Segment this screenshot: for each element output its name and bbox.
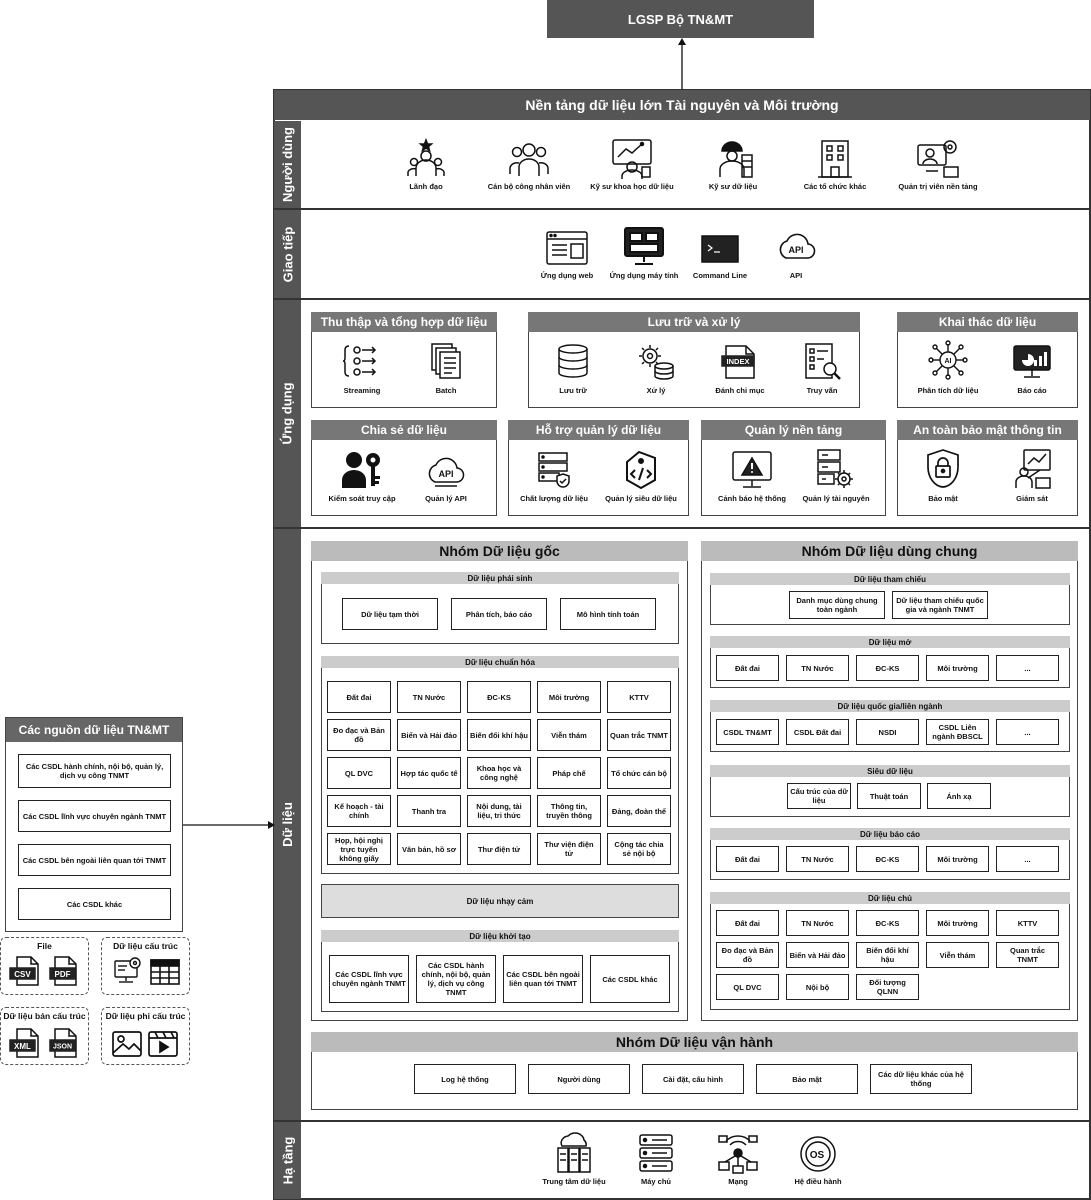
app-item-label: Batch	[435, 386, 457, 395]
layer-app: Ứng dụng	[274, 300, 301, 527]
app-item-label: Phân tích dữ liệu	[917, 386, 979, 395]
module-collect-title: Thu thập và tổng hợp dữ liệu	[311, 312, 497, 332]
app-item-label: Giám sát	[1016, 494, 1048, 503]
report-title: Dữ liệu báo cáo	[710, 828, 1070, 840]
standardized-item: Viễn thám	[537, 719, 601, 751]
standardized-title: Dữ liệu chuẩn hóa	[321, 656, 679, 668]
master-data-item: Đất đai	[716, 910, 779, 936]
source-item: Các CSDL khác	[18, 888, 171, 920]
group-original-title: Nhóm Dữ liệu gốc	[311, 541, 688, 561]
standardized-item: Cộng tác chia sẻ nội bộ	[607, 833, 671, 865]
standardized-item: Tổ chức cán bộ	[607, 757, 671, 789]
open-title: Dữ liệu mở	[710, 636, 1070, 648]
svg-text:PDF: PDF	[54, 970, 71, 979]
module-storage-title: Lưu trữ và xử lý	[528, 312, 860, 332]
desktop-app-icon	[623, 226, 665, 266]
derived-item: Dữ liệu tạm thời	[342, 598, 438, 630]
structured-db-icon	[113, 955, 145, 987]
master-data-item: QL DVC	[716, 974, 779, 1000]
module-share-title: Chia sẻ dữ liệu	[311, 420, 497, 440]
video-icon	[147, 1029, 179, 1059]
open-data-item: TN Nước	[786, 655, 849, 681]
ops-data-item: Các dữ liệu khác của hệ thống	[870, 1064, 972, 1094]
pdf-file-icon	[47, 955, 79, 987]
standardized-item: Họp, hội nghị trực tuyến không giấy	[327, 833, 391, 865]
derived-item: Phân tích, báo cáo	[451, 598, 547, 630]
query-icon	[802, 342, 842, 382]
infra-label: Mạng	[728, 1177, 748, 1186]
national-data-item: NSDI	[856, 719, 919, 745]
national-title: Dữ liệu quốc gia/liên ngành	[710, 700, 1070, 712]
module-exploit-title: Khai thác dữ liệu	[897, 312, 1078, 332]
format-title: Dữ liệu bán cấu trúc	[3, 1011, 86, 1021]
national-data-item: ...	[996, 719, 1059, 745]
layer-comm: Giao tiếp	[274, 210, 301, 298]
security-lock-icon	[924, 448, 962, 490]
report-data-item: TN Nước	[786, 846, 849, 872]
master-data-item: Biển và Hải đảo	[786, 942, 849, 968]
leader-icon	[406, 138, 446, 178]
command-line-icon	[700, 232, 740, 266]
source-item: Các CSDL bên ngoài liên quan tới TNMT	[18, 844, 171, 876]
meta-item: Ánh xạ	[927, 783, 991, 809]
standardized-item: Quan trắc TNMT	[607, 719, 671, 751]
standardized-item: Kế hoạch - tài chính	[327, 795, 391, 827]
app-item-label: Quản lý API	[425, 494, 467, 503]
system-alert-icon	[731, 450, 773, 490]
access-control-icon	[341, 450, 383, 490]
reference-title: Dữ liệu tham chiếu	[710, 573, 1070, 585]
os-icon	[798, 1134, 838, 1174]
report-data-item: ...	[996, 846, 1059, 872]
user-label: Quản trị viên nền tảng	[898, 182, 978, 191]
standardized-item: Biển và Hải đảo	[397, 719, 461, 751]
app-item-label: Quản lý siêu dữ liệu	[605, 494, 677, 503]
app-item-label: Streaming	[343, 386, 381, 395]
platform-admin-icon	[916, 137, 960, 179]
user-label: Cán bộ công nhân viên	[487, 182, 571, 191]
layer-data: Dữ liệu	[274, 529, 301, 1120]
analytics-ai-icon	[928, 340, 968, 380]
xml-file-icon	[9, 1027, 41, 1059]
group-ops-title: Nhóm Dữ liệu vận hành	[311, 1032, 1078, 1052]
national-data-item: CSDL Đất đai	[786, 719, 849, 745]
format-title: Dữ liệu cấu trúc	[113, 941, 178, 951]
arrow-up-to-lgsp	[672, 38, 692, 90]
comm-label: Ứng dụng máy tính	[609, 271, 679, 280]
group-shared-title: Nhóm Dữ liệu dùng chung	[701, 541, 1078, 561]
standardized-item: Thanh tra	[397, 795, 461, 827]
user-label: Kỹ sư khoa học dữ liệu	[590, 182, 674, 191]
app-item-label: Quản lý tài nguyên	[802, 494, 870, 503]
svg-text:API: API	[438, 469, 454, 479]
standardized-item: ĐC-KS	[467, 681, 531, 713]
infra-label: Máy chủ	[640, 1177, 671, 1186]
standardized-item: Đo đạc và Bản đồ	[327, 719, 391, 751]
standardized-item: Biến đổi khí hậu	[467, 719, 531, 751]
module-security-title: An toàn bảo mật thông tin	[897, 420, 1078, 440]
image-icon	[111, 1029, 143, 1059]
infra-label: Hệ điều hành	[794, 1177, 842, 1186]
organization-icon	[816, 137, 854, 179]
standardized-item: Thư viện điện tử	[537, 833, 601, 865]
json-file-icon	[47, 1027, 79, 1059]
app-item-label: Lưu trữ	[559, 386, 587, 395]
monitoring-icon	[1012, 448, 1052, 490]
master-data-item: TN Nước	[786, 910, 849, 936]
master-data-item: Biến đổi khí hậu	[856, 942, 919, 968]
user-label: Lãnh đạo	[409, 182, 443, 191]
app-item-label: Truy vấn	[806, 386, 838, 395]
data-center-icon	[554, 1132, 594, 1174]
standardized-item: KTTV	[607, 681, 671, 713]
sensitive-data: Dữ liệu nhạy cảm	[321, 884, 679, 918]
master-data-item: KTTV	[996, 910, 1059, 936]
report-data-item: Đất đai	[716, 846, 779, 872]
app-item-label: Cảnh báo hệ thống	[718, 494, 786, 503]
report-data-item: ĐC-KS	[856, 846, 919, 872]
format-title: File	[37, 941, 52, 951]
standardized-item: Nội dung, tài liệu, tri thức	[467, 795, 531, 827]
standardized-item: Thư điện tử	[467, 833, 531, 865]
app-item-label: Kiểm soát truy cập	[328, 494, 396, 503]
app-item-label: Đánh chỉ mục	[715, 386, 765, 395]
master-data-item: ĐC-KS	[856, 910, 919, 936]
platform-title: Nền tảng dữ liệu lớn Tài nguyên và Môi trường	[274, 90, 1090, 120]
standardized-item: Khoa học và công nghệ	[467, 757, 531, 789]
meta-item: Cấu trúc của dữ liệu	[787, 783, 851, 809]
master-data-item: Nội bộ	[786, 974, 849, 1000]
standardized-item: Thông tin, truyền thông	[537, 795, 601, 827]
user-label: Các tổ chức khác	[803, 182, 867, 191]
web-app-icon	[545, 230, 589, 266]
derived-title: Dữ liệu phái sinh	[321, 572, 679, 584]
ops-data-item: Người dùng	[528, 1064, 630, 1094]
open-data-item: ĐC-KS	[856, 655, 919, 681]
reference-item: Dữ liệu tham chiếu quốc gia và ngành TNMT	[892, 591, 988, 619]
init-item: Các CSDL bên ngoài liên quan tới TNMT	[503, 955, 583, 1003]
app-item-label: Chất lượng dữ liệu	[520, 494, 588, 503]
batch-icon	[428, 342, 464, 380]
processing-icon	[636, 342, 676, 380]
report-data-item: Môi trường	[926, 846, 989, 872]
lgsp-box: LGSP Bộ TN&MT	[547, 0, 814, 38]
database-icon	[554, 342, 592, 380]
init-item: Các CSDL khác	[590, 955, 670, 1003]
standardized-item: Pháp chế	[537, 757, 601, 789]
init-item: Các CSDL hành chính, nội bộ, quản lý, dịch vụ công TNMT	[416, 955, 496, 1003]
reference-item: Danh mục dùng chung toàn ngành	[789, 591, 885, 619]
comm-label: Command Line	[692, 271, 748, 280]
svg-text:API: API	[788, 245, 804, 255]
ops-data-item: Log hệ thống	[414, 1064, 516, 1094]
meta-title: Siêu dữ liệu	[710, 765, 1070, 777]
standardized-item: Đất đai	[327, 681, 391, 713]
network-icon	[717, 1132, 759, 1174]
svg-text:CSV: CSV	[14, 970, 31, 979]
standardized-item: QL DVC	[327, 757, 391, 789]
ops-data-item: Cài đặt, cấu hình	[642, 1064, 744, 1094]
user-label: Kỹ sư dữ liệu	[708, 182, 758, 191]
staff-icon	[508, 140, 550, 178]
module-support-title: Hỗ trợ quản lý dữ liệu	[508, 420, 689, 440]
standardized-item: Hợp tác quốc tế	[397, 757, 461, 789]
format-title: Dữ liệu phi cấu trúc	[105, 1011, 186, 1021]
derived-item: Mô hình tính toán	[560, 598, 656, 630]
master-data-item: Đo đạc và Bản đồ	[716, 942, 779, 968]
meta-item: Thuật toán	[857, 783, 921, 809]
data-scientist-icon	[610, 137, 654, 179]
open-data-item: ...	[996, 655, 1059, 681]
layer-users: Người dùng	[274, 121, 301, 208]
data-engineer-icon	[712, 137, 754, 179]
sources-title: Các nguồn dữ liệu TN&MT	[6, 718, 182, 742]
api-icon	[776, 228, 816, 266]
report-icon	[1012, 342, 1052, 380]
app-item-label: Bảo mật	[928, 494, 958, 503]
app-item-label: Báo cáo	[1017, 386, 1047, 395]
standardized-item: TN Nước	[397, 681, 461, 713]
master-data-item: Môi trường	[926, 910, 989, 936]
standardized-item: Đảng, đoàn thể	[607, 795, 671, 827]
open-data-item: Đất đai	[716, 655, 779, 681]
index-icon	[720, 342, 760, 380]
infra-label: Trung tâm dữ liệu	[542, 1177, 606, 1186]
source-item: Các CSDL lĩnh vực chuyên ngành TNMT	[18, 800, 171, 832]
init-item: Các CSDL lĩnh vực chuyên ngành TNMT	[329, 955, 409, 1003]
api-management-icon	[425, 450, 467, 490]
layer-infra: Hạ tầng	[274, 1122, 301, 1199]
arrow-sources-to-data	[183, 819, 275, 831]
standardized-item: Môi trường	[537, 681, 601, 713]
comm-label: Ứng dụng web	[540, 271, 594, 280]
module-manage-title: Quản lý nền tảng	[701, 420, 886, 440]
data-quality-icon	[535, 450, 573, 490]
svg-text:AI: AI	[944, 358, 952, 365]
standardized-item: Văn bản, hồ sơ	[397, 833, 461, 865]
table-icon	[149, 957, 181, 987]
national-data-item: CSDL TN&MT	[716, 719, 779, 745]
svg-text:OS: OS	[809, 1150, 825, 1161]
comm-label: API	[789, 271, 803, 280]
ops-data-item: Bảo mật	[756, 1064, 858, 1094]
csv-file-icon	[9, 955, 41, 987]
init-title: Dữ liệu khởi tạo	[321, 930, 679, 942]
metadata-icon	[621, 448, 661, 490]
master-data-item: Đối tượng QLNN	[856, 974, 919, 1000]
app-item-label: Xử lý	[646, 386, 666, 395]
open-data-item: Môi trường	[926, 655, 989, 681]
svg-text:INDEX: INDEX	[726, 357, 750, 366]
streaming-icon	[343, 342, 381, 380]
server-icon	[636, 1132, 676, 1174]
svg-text:XML: XML	[14, 1042, 31, 1051]
source-item: Các CSDL hành chính, nội bộ, quản lý, dịch vụ công TNMT	[18, 754, 171, 788]
master-data-item: Viễn thám	[926, 942, 989, 968]
master-data-item: Quan trắc TNMT	[996, 942, 1059, 968]
svg-text:JSON: JSON	[52, 1043, 73, 1051]
master-title: Dữ liệu chủ	[710, 892, 1070, 904]
resource-management-icon	[814, 448, 854, 490]
national-data-item: CSDL Liên ngành ĐBSCL	[926, 719, 989, 745]
